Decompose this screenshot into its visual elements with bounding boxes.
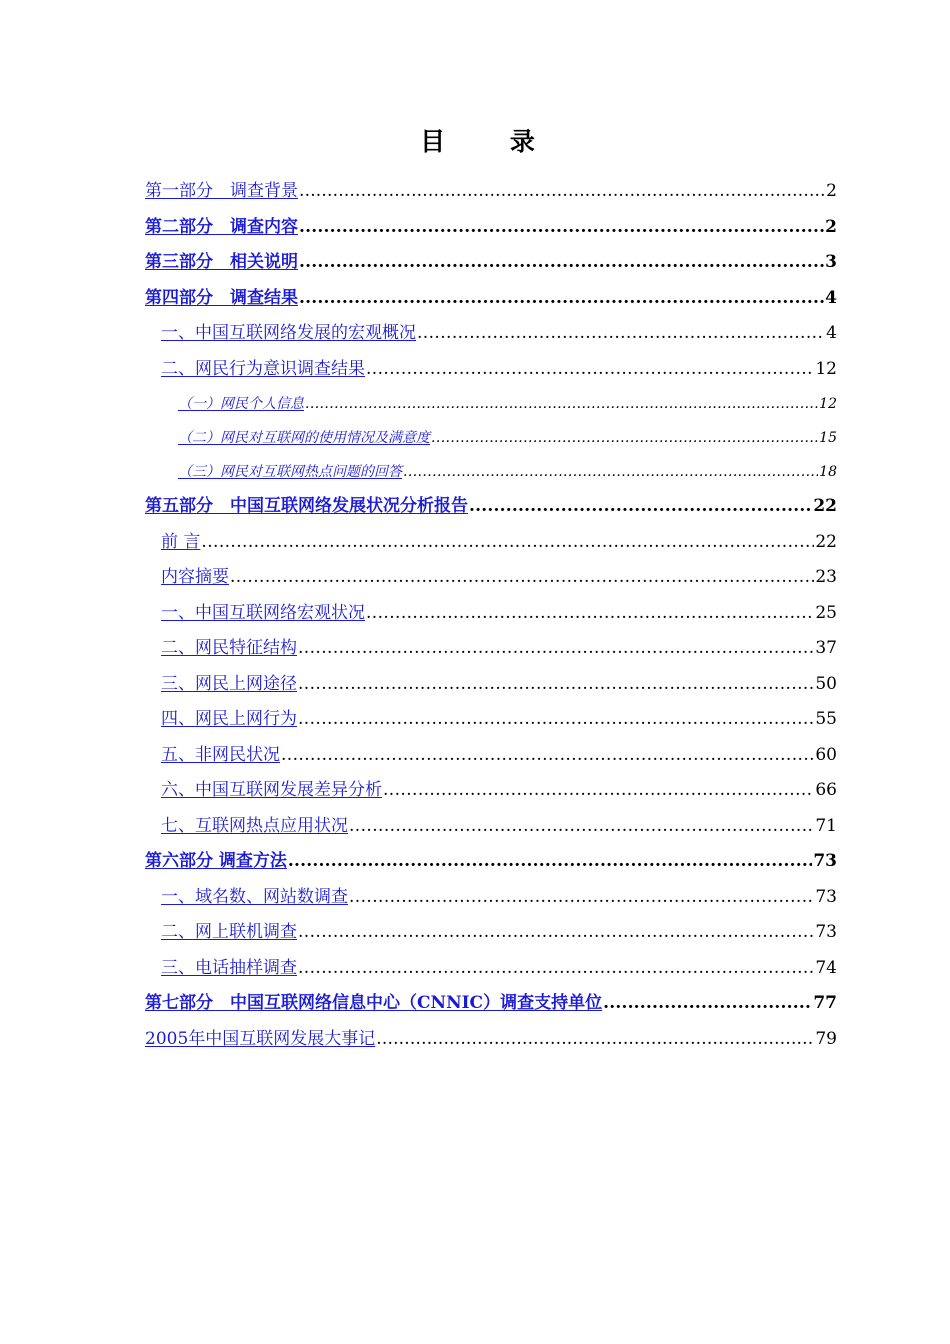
toc-dot-leader [305,387,818,421]
toc-entry-link[interactable]: 2005年中国互联网发展大事记 [145,1028,376,1049]
toc-dot-leader [281,738,814,774]
toc-entry [145,560,837,596]
toc-page-number: 73 [815,922,837,942]
toc-dot-leader [366,596,814,632]
toc-dot-leader [603,986,812,1022]
toc-entry-link[interactable]: 三、网民上网途径 [161,673,297,694]
toc-page-number: 73 [815,886,837,907]
toc-page-number: 55 [815,709,837,729]
toc-page-number: 2 [825,216,837,237]
toc-entry-link[interactable]: 二、网上联机调查 [161,922,297,942]
toc-entry-link[interactable]: 第五部分 中国互联网络发展状况分析报告 [145,496,468,516]
toc-page-number: 37 [815,638,837,658]
toc-page-number: 79 [815,1028,837,1049]
toc-entry-link[interactable]: 七、互联网热点应用状况 [161,815,348,836]
toc-page-number: 12 [819,396,837,412]
toc-entry [145,915,837,951]
toc-dot-leader [201,525,814,561]
toc-page-number: 25 [815,602,837,623]
toc-dot-leader [383,773,814,809]
toc-dot-leader [298,951,814,987]
toc-dot-leader [403,455,818,489]
toc-dot-leader [366,352,814,388]
toc-dot-leader [298,667,814,703]
toc-page-number: 71 [815,815,837,836]
toc-page-number: 18 [819,464,837,480]
toc-entry-link[interactable]: 前 言 [161,531,201,552]
toc-entry [145,352,837,388]
toc-dot-leader [230,560,814,596]
toc-dot-leader [417,316,825,352]
toc-entry [145,844,837,880]
toc-entry-link[interactable]: 六、中国互联网发展差异分析 [161,780,382,800]
toc-page-number: 22 [813,496,837,516]
toc-entry-link[interactable]: 一、中国互联网络发展的宏观概况 [161,323,416,343]
toc-entry [145,455,837,489]
toc-page-number: 4 [826,323,837,343]
toc-title: 目 录 [420,127,563,156]
toc-entry-link[interactable]: （一）网民个人信息 [178,396,304,412]
table-of-contents [145,174,837,1057]
toc-dot-leader [299,281,824,317]
toc-entry [145,738,837,774]
toc-page-number: 73 [813,851,837,871]
toc-page-number: 4 [825,287,837,308]
toc-entry [145,387,837,421]
toc-page-number: 50 [815,673,837,694]
toc-dot-leader [298,915,814,951]
toc-entry-link[interactable]: 二、网民行为意识调查结果 [161,358,365,379]
toc-dot-leader [288,844,812,880]
toc-entry [145,809,837,845]
toc-page-number: 3 [825,252,837,272]
toc-entry [145,281,837,317]
toc-entry [145,596,837,632]
toc-entry [145,773,837,809]
toc-entry-link[interactable]: 四、网民上网行为 [161,709,297,729]
toc-entry-link[interactable]: 第三部分 相关说明 [145,252,298,272]
toc-entry-link[interactable]: 第七部分 中国互联网络信息中心（CNNIC）调查支持单位 [145,993,603,1013]
toc-dot-leader [376,1022,814,1058]
toc-dot-leader [298,702,814,738]
toc-entry-link[interactable]: （二）网民对互联网的使用情况及满意度 [178,430,430,446]
toc-entry-link[interactable]: 二、网民特征结构 [161,638,297,658]
toc-entry [145,174,837,210]
toc-page-number: 22 [815,531,837,552]
toc-dot-leader [349,809,814,845]
toc-page-number: 74 [815,957,837,978]
toc-entry-link[interactable]: 五、非网民状况 [161,744,280,765]
toc-entry-link[interactable]: 一、域名数、网站数调查 [161,886,348,907]
toc-entry-link[interactable]: 内容摘要 [161,567,229,587]
toc-page-number: 12 [815,358,837,379]
toc-entry [145,489,837,525]
toc-page-number: 23 [815,567,837,587]
toc-entry-link[interactable]: 第四部分 调查结果 [145,287,298,308]
toc-page-number: 60 [815,744,837,765]
toc-entry [145,421,837,455]
toc-dot-leader [298,631,814,667]
toc-page-number: 77 [813,993,837,1013]
toc-page-number: 66 [815,780,837,800]
toc-entry [145,986,837,1022]
toc-entry [145,1022,837,1058]
toc-dot-leader [349,880,814,916]
toc-entry-link[interactable]: 第二部分 调查内容 [145,216,298,237]
toc-entry [145,880,837,916]
toc-dot-leader [299,245,824,281]
toc-entry [145,631,837,667]
toc-entry-link[interactable]: （三）网民对互联网热点问题的回答 [178,464,402,480]
toc-dot-leader [299,210,824,246]
toc-entry [145,316,837,352]
toc-entry-link[interactable]: 一、中国互联网络宏观状况 [161,602,365,623]
toc-dot-leader [299,174,825,210]
toc-dot-leader [469,489,812,525]
toc-entry [145,702,837,738]
toc-page-number: 15 [819,430,837,446]
toc-entry-link[interactable]: 第六部分 调查方法 [145,851,287,871]
toc-entry-link[interactable]: 三、电话抽样调查 [161,957,297,978]
toc-dot-leader [431,421,818,455]
toc-entry [145,210,837,246]
toc-entry [145,951,837,987]
toc-page-number: 2 [826,181,837,201]
toc-entry [145,245,837,281]
toc-entry-link[interactable]: 第一部分 调查背景 [145,181,298,201]
toc-entry [145,667,837,703]
toc-entry [145,525,837,561]
